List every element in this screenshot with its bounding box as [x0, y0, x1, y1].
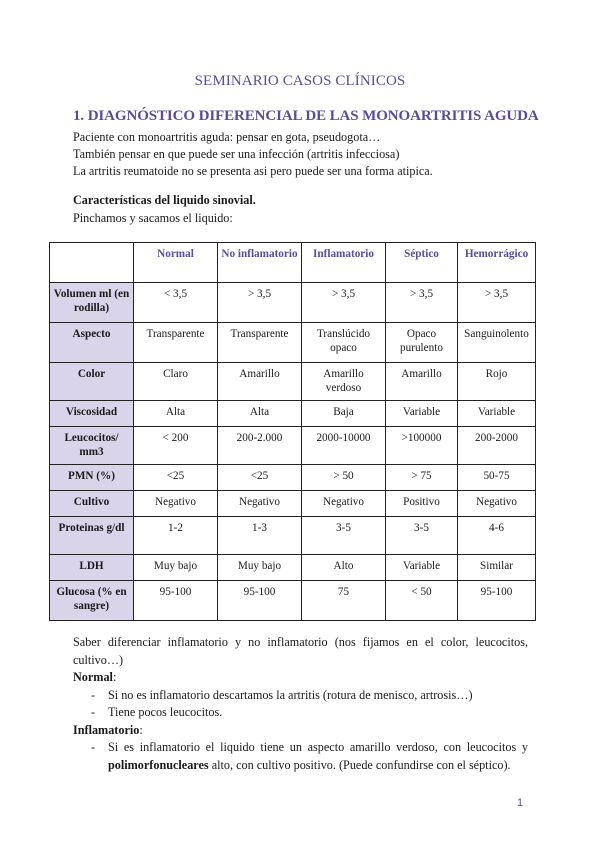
table-cell: < 3,5 — [134, 283, 218, 323]
table-cell: Amarillo — [218, 363, 302, 401]
table-cell: 1-2 — [134, 517, 218, 555]
table-cell: Similar — [458, 555, 536, 581]
table-cell: 95-100 — [458, 581, 536, 621]
row-header: Volumen ml (en rodilla) — [50, 283, 134, 323]
normal-label: Normal — [73, 670, 113, 684]
page-number: 1 — [517, 797, 524, 809]
table-cell: Claro — [134, 363, 218, 401]
table-cell: Muy bajo — [218, 555, 302, 581]
table-cell: Amarillo verdoso — [302, 363, 386, 401]
table-cell: > 3,5 — [218, 283, 302, 323]
table-cell: Sanguinolento — [458, 323, 536, 363]
table-row — [50, 401, 536, 427]
column-header: No inflamatorio — [218, 243, 302, 283]
synovial-subheading: Características del liquido sinovial. — [73, 193, 256, 207]
table-cell: 200-2.000 — [218, 427, 302, 465]
list-item: - Tiene pocos leucocitos. — [91, 705, 223, 719]
row-header: LDH — [50, 555, 134, 581]
table-cell: 50-75 — [458, 465, 536, 491]
row-header: Glucosa (% en sangre) — [50, 581, 134, 621]
page-title: SEMINARIO CASOS CLÍNICOS — [194, 73, 406, 89]
table-cell: Muy bajo — [134, 555, 218, 581]
row-header: Cultivo — [50, 491, 134, 517]
table-cell: Amarillo — [386, 363, 458, 401]
table-cell: Alto — [302, 555, 386, 581]
row-header: Leucocitos/ mm3 — [50, 427, 134, 465]
column-header: Hemorrágico — [458, 243, 536, 283]
table-cell: Variable — [458, 401, 536, 427]
explanation-intro: Saber diferenciar inflamatorio y no inflamatorio (nos fijamos en el color, leucocitos, cultivo…) — [73, 635, 528, 667]
table-cell: Transparente — [218, 323, 302, 363]
table-cell: 200-2000 — [458, 427, 536, 465]
table-header-row — [50, 243, 536, 283]
table-cell: Negativo — [458, 491, 536, 517]
table-cell: 3-5 — [386, 517, 458, 555]
table-cell: Alta — [134, 401, 218, 427]
inflammatory-label: Inflamatorio — [73, 722, 140, 737]
table-cell: < 50 — [386, 581, 458, 621]
row-header: Viscosidad — [50, 401, 134, 427]
list-item-text: Tiene pocos leucocitos. — [108, 705, 223, 719]
synovial-subtext: Pinchamos y sacamos el liquido: — [73, 211, 233, 225]
normal-list — [73, 687, 528, 722]
table-cell: Baja — [302, 401, 386, 427]
intro-paragraph — [73, 129, 433, 180]
table-cell: Rojo — [458, 363, 536, 401]
table-row — [50, 491, 536, 517]
table-cell: Negativo — [218, 491, 302, 517]
section-heading: 1. DIAGNÓSTICO DIFERENCIAL DE LAS MONOARTRITIS AGUDA — [73, 108, 539, 124]
table-cell: <25 — [134, 465, 218, 491]
synovial-fluid-table — [49, 242, 536, 621]
table-cell: Variable — [386, 401, 458, 427]
table-row — [50, 323, 536, 363]
table-row — [50, 517, 536, 555]
table-cell: > 50 — [302, 465, 386, 491]
table-cell: Negativo — [134, 491, 218, 517]
table-cell: Alta — [218, 401, 302, 427]
table-cell: Positivo — [386, 491, 458, 517]
table-cell: 75 — [302, 581, 386, 621]
table-row — [50, 283, 536, 323]
table-cell: > 3,5 — [458, 283, 536, 323]
table-cell: < 200 — [134, 427, 218, 465]
list-item: - Si no es inflamatorio descartamos la artritis (rotura de menisco, artrosis…) — [91, 687, 473, 702]
table-corner-cell — [50, 243, 134, 283]
row-header: Proteinas g/dl — [50, 517, 134, 555]
column-header: Séptico — [386, 243, 458, 283]
list-item: - Si es inflamatorio el liquido tiene un aspecto amarillo verdoso, con leucocitos y polimorfonucleares alto, con cultivo positivo. (Puede confundirse con el séptico). — [91, 740, 528, 772]
intro-line: La artritis reumatoide no se presenta asi pero puede ser una forma atipica. — [73, 164, 433, 178]
row-header: Aspecto — [50, 323, 134, 363]
table-row — [50, 363, 536, 401]
table-cell: Opaco purulento — [386, 323, 458, 363]
table-cell: 95-100 — [134, 581, 218, 621]
normal-heading: Normal: — [73, 670, 117, 684]
table-cell: 2000-10000 — [302, 427, 386, 465]
table-cell: 1-3 — [218, 517, 302, 555]
table-row — [50, 465, 536, 491]
list-item-text: Si no es inflamatorio descartamos la artritis (rotura de menisco, artrosis…) — [108, 687, 473, 702]
table-cell: 4-6 — [458, 517, 536, 555]
row-header: PMN (%) — [50, 465, 134, 491]
list-item-bold: polimorfonucleares — [108, 757, 209, 772]
table-row — [50, 427, 536, 465]
intro-line: También pensar en que puede ser una infección (artritis infecciosa) — [73, 147, 400, 161]
row-header: Color — [50, 363, 134, 401]
table-cell: >100000 — [386, 427, 458, 465]
list-item-text: alto, con cultivo positivo. (Puede confundirse con el séptico). — [208, 757, 511, 772]
table-cell: Variable — [386, 555, 458, 581]
column-header: Inflamatorio — [302, 243, 386, 283]
list-item-text: Si es inflamatorio el liquido tiene un aspecto amarillo verdoso, con leucocitos y — [108, 740, 528, 754]
table-cell: Translúcido opaco — [302, 323, 386, 363]
table-cell: Transparente — [134, 323, 218, 363]
table-cell: 95-100 — [218, 581, 302, 621]
intro-line: Paciente con monoartritis aguda: pensar en gota, pseudogota… — [73, 130, 381, 144]
table-cell: 3-5 — [302, 517, 386, 555]
table-cell: > 3,5 — [302, 283, 386, 323]
inflammatory-heading: Inflamatorio: — [73, 722, 143, 737]
table-cell: > 75 — [386, 465, 458, 491]
column-header: Normal — [134, 243, 218, 283]
table-row — [50, 555, 536, 581]
explanation-block — [73, 634, 528, 774]
table-cell: <25 — [218, 465, 302, 491]
table-cell: > 3,5 — [386, 283, 458, 323]
inflammatory-list — [73, 739, 528, 774]
table-row — [50, 581, 536, 621]
table-cell: Negativo — [302, 491, 386, 517]
